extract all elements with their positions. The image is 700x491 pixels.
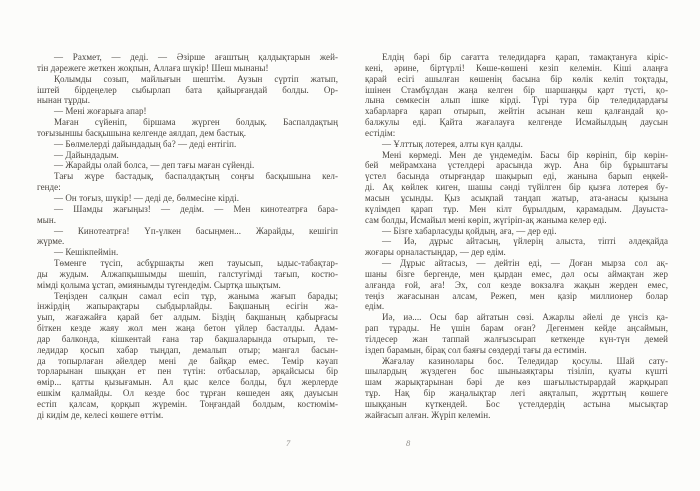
page-number-right: 8	[406, 438, 411, 448]
text-line: дар балконда, кішкентай ғана тар бақшаларында отырып, те-	[37, 333, 338, 344]
text-line: — Рахмет, — деді. — Әзірше ағаштың қалдықтарын жей-	[54, 52, 338, 62]
text-line: — Шамды жағыңыз! — дедім. — Мен кинотеатрға бара-	[54, 203, 338, 214]
text-line: — Иә, дұрыс айтасың, үйлерің алыста, тіпті әлдеқайда	[382, 236, 668, 247]
text-line: тоғызыншы басқышына келгенде аялдап, дем бастық.	[37, 127, 247, 138]
text-line: кені, әрине, біртүрлі! Көше-көшені кезіп келемін. Кіші алаңға	[365, 62, 668, 73]
text-line: — Мені жоғарыға апар!	[54, 106, 147, 117]
text-line: Төменге түсіп, асбұршақты жеп тауысып, ыдыс-табақтар-	[54, 258, 338, 269]
text-line: шаны бізге бергенде, мен қырдан емес, дәл осы аймақтан жер	[365, 268, 668, 279]
text-line: — Дайындадым.	[54, 149, 119, 160]
text-line: — Дұрыс айтасыз, — дейтін еді, — Доған мырза сол ақ-	[382, 258, 668, 269]
page-right-text	[365, 52, 668, 421]
text-line: рап тұрады. Не үшін барам оған? Дегенмен кейде аңсаймын,	[365, 323, 668, 334]
text-line: торларынан шыққан ет пен түтін: отбасылар, әрқайсысы бір	[37, 366, 338, 377]
text-line: естідім:	[365, 127, 396, 138]
text-line: — Бөлмелерді дайындадың ба? — деді ентігіп.	[54, 138, 237, 149]
text-line: Жағалау казинолары бос. Теледидар қосулы. Шай сату-	[382, 355, 668, 366]
text-line: ішінен Стамбұлдан жаңа келген бір шаршаңқы қарт түсті, қо-	[365, 84, 668, 95]
text-line: естіп қалсам, қорқып жүремін. Тоңғандай болдым, костюмім-	[37, 399, 338, 409]
text-line: масын ұсынды. Қыз асықпай таңдап жатыр, ата-анасы қызына	[365, 192, 668, 203]
text-line: біткен кезде жаяу жол мен жаңа бетон үйлер басталды. Адам-	[37, 323, 338, 334]
text-line: тұр. Нақ бір жаңалықтар легі аяқталып, жұрттың көшеге	[365, 388, 668, 399]
text-line: шыққанын күткендей. Бос үстелдердің астына мысықтар	[365, 399, 668, 409]
text-line: ешкім қалмайды. Ол кезде бос тұрған көшеден аяқ дауысын	[37, 388, 338, 399]
text-line: шам жарықтарынан бәрі де көз шағылыстырардай жарқырап	[365, 377, 668, 388]
text-line: ді кидім де, келесі көшеге өттім.	[37, 409, 164, 420]
text-line: — Жарайды олай болса, — деп тағы маған сүйенді.	[54, 160, 255, 171]
text-line: — Он тоғыз, шүкір! — деді де, бөлмесіне кірді.	[54, 192, 240, 203]
text-line: Тағы жүре бастадық, баспалдақтың соңғы басқышына кел-	[54, 171, 338, 182]
text-line: жүрме.	[37, 236, 65, 247]
text-line: — Ұлттық лотерея, алты күн қалды.	[382, 138, 523, 149]
text-line: ды жудым. Алжапқышымды шешіп, галстугімді тағып, костю-	[37, 268, 338, 279]
text-line: Мені көрмеді. Мен де үндемедім. Басы бір көрініп, бір көрін-	[382, 149, 668, 160]
text-line: теңіз жағасынан алсам, Режеп, мен қазір миллионер болар	[365, 290, 668, 301]
text-line: жоғары орналастыңдар, — дер едім.	[365, 247, 506, 258]
text-line: уып, жағажайға қарай бет алдым. Біздің бақшаның қабырғасы	[37, 312, 338, 323]
text-line: іштей бірдеңелер сыбырлап бата қайырғандай болды. Ор-	[37, 84, 338, 95]
text-line: сам болды, Исмайыл мені көріп, жүгіріп-ақ жаныма келер еді.	[365, 214, 607, 225]
text-line: Теңізден салқын самал есіп тұр, жаныма жағып барады;	[54, 290, 338, 301]
text-line: шылардың жүздеген бос шыныаяқтары тізіліп, қуаты күшті	[365, 366, 668, 377]
text-line: бей мейрамхана үстелдері арасында жүр. Ана бір бұрыштағы	[365, 160, 668, 171]
text-line: мын.	[37, 214, 57, 225]
text-line: хабарларға қарап отырып, жейтін асынан кеш қалғандай қо-	[365, 106, 668, 117]
text-line: — Кешікпеймін.	[54, 247, 119, 258]
text-line: ді. Ақ көйлек киген, шашы сәнді түйілген бір қызға лотерея бу-	[365, 182, 668, 193]
text-line: да топырлаған әйелдер мені де байқар емес. Темір кәуап	[37, 355, 338, 366]
text-line: лына сөмкесін алып ішке кірді. Түрі тура бір теледидардағы	[365, 95, 668, 106]
text-line: — Кинотеатрға! Үп-үлкен басыңмен... Жарайды, кешігіп	[54, 225, 338, 236]
text-line: — Бізге хабарласуды қойдың, аға, — дер еді.	[382, 225, 557, 236]
text-line: іздеп барамын, бірақ сол баяғы сөздерді тағы да естимін.	[365, 344, 587, 355]
text-line: тілдесер жан таппай жалғызсырап кеткенде күн-түн демей	[365, 333, 668, 344]
text-line: үстел басында отырғандар шақырып еді, жанына барып еңкей-	[365, 171, 668, 182]
text-line: балжулы еді. Қайта жағалауға келгенде Исмайылдың даусын	[365, 117, 668, 128]
page-number-left: 7	[286, 438, 291, 448]
text-line: Елдің бәрі бір сағатта теледидарға қарап, тамақтануға кіріс-	[382, 52, 668, 62]
text-line: мімді қолыма ұстап, әмиянымды түгендедім. Сыртқа шықтым.	[37, 279, 281, 290]
text-line: інжірдің жапырақтары сыбдырлайды. Бақшаның есігін жа-	[37, 301, 338, 312]
text-line: алғанда ғой, аға! Эх, сол кезде вокзалға жақын жерден емес,	[365, 279, 668, 290]
text-line: қарай есігі ашылған көшенің басына бір көлік келіп тоқтады,	[365, 73, 668, 84]
text-line: генде:	[37, 182, 61, 193]
text-line: жайғасып алған. Жүріп келемін.	[365, 409, 491, 420]
text-line: Қолымды созып, майлығын шештім. Аузын сүртіп жатып,	[54, 73, 338, 84]
text-line: ледидар қосып хабар тыңдап, демалып отыр; мангал басын-	[37, 344, 338, 355]
page-left-text	[37, 52, 338, 421]
text-line: едім.	[365, 301, 385, 312]
text-line: нынан тұрды.	[37, 95, 91, 106]
text-line: Маған сүйеніп, біршама жүрген болдық. Баспалдақтың	[54, 117, 338, 128]
text-line: Иә, иә.... Осы бар айтатын сөзі. Ажарлы әйелі де үнсіз қа-	[382, 312, 668, 323]
text-line: күлімдеп қарап тұр. Мен кілт бұрылдым, қарамадым. Дауыста-	[365, 203, 668, 214]
text-line: өмір... қатты қызығамын. Ал қыс келсе болды, бұл жерлерде	[37, 377, 338, 388]
text-line: тін дәрежеге жеткен жоқпын, Аллаға шүкір! Шеш мынаны!	[37, 62, 269, 73]
